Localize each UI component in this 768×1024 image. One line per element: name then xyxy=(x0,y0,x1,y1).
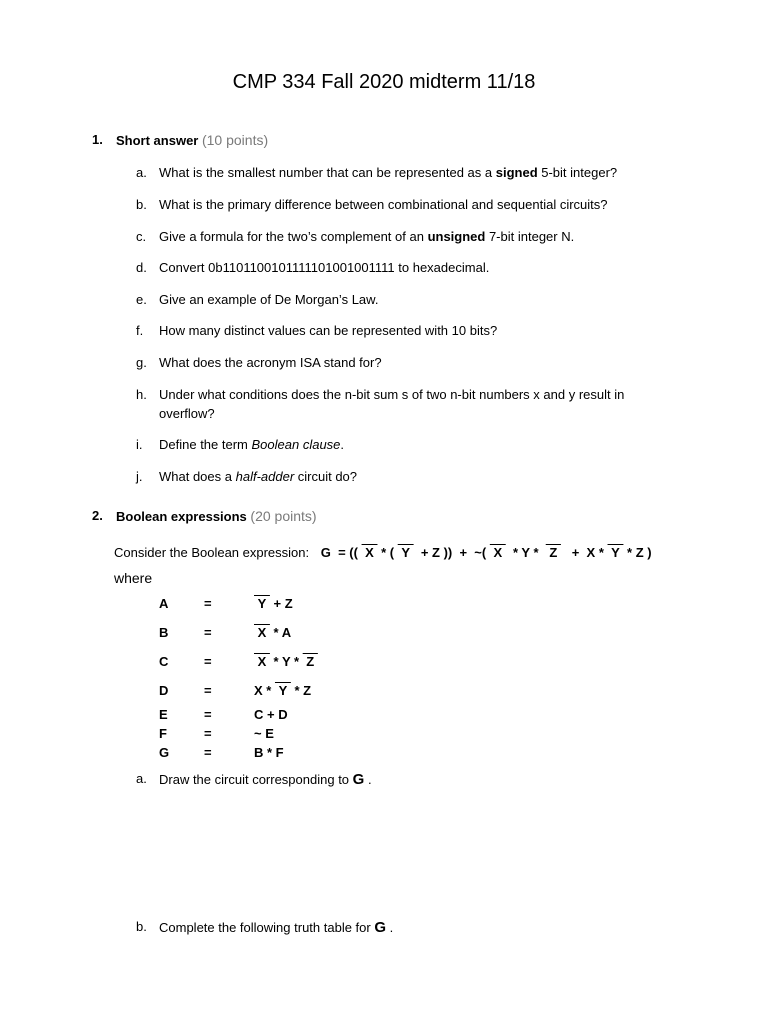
question-letter: d. xyxy=(136,260,147,275)
definition-expression: Y + Z xyxy=(254,596,293,611)
definition-name: E xyxy=(159,707,168,722)
definition-expression: ~ E xyxy=(254,726,274,741)
definition-expression: X * Y * Z xyxy=(254,654,318,669)
equals-sign: = xyxy=(204,683,212,698)
question-text: What does a xyxy=(159,469,236,484)
definition-name: F xyxy=(159,726,167,741)
question-letter: h. xyxy=(136,387,147,402)
expression-intro: Consider the Boolean expression: xyxy=(114,545,310,560)
section-points: (10 points) xyxy=(201,132,269,148)
g-symbol: G xyxy=(374,919,387,936)
g-symbol: G xyxy=(352,771,365,788)
question-text: Under what conditions does the n-bit sum s of two n-bit numbers x and y result in xyxy=(159,387,625,402)
question-text: How many distinct values can be represented with 10 bits? xyxy=(159,323,498,338)
definition-expression: B * F xyxy=(254,745,284,760)
question-emphasis: unsigned xyxy=(427,229,486,244)
definition-expression: C + D xyxy=(254,707,288,722)
equals-sign: = xyxy=(204,596,212,611)
section-points: (20 points) xyxy=(250,508,317,524)
question-text: . xyxy=(340,437,345,452)
part-letter: b. xyxy=(136,919,147,934)
question-letter: j. xyxy=(136,469,143,484)
section-title: Short answer xyxy=(116,133,199,148)
equals-sign: = xyxy=(204,707,212,722)
definition-name: C xyxy=(159,654,169,669)
section-number: 1. xyxy=(92,132,103,147)
question-text: Give an example of De Morgan’s Law. xyxy=(159,292,379,307)
equals-sign: = xyxy=(204,654,212,669)
boolean-expression-line xyxy=(114,545,652,560)
question-text: 5-bit integer? xyxy=(537,165,618,180)
question-letter: a. xyxy=(136,165,147,180)
part-text: . xyxy=(364,772,372,787)
question-text: Define the term xyxy=(159,437,252,452)
equals-sign: = xyxy=(204,625,212,640)
definition-name: D xyxy=(159,683,169,698)
question-letter: i. xyxy=(136,437,143,452)
question-letter: f. xyxy=(136,323,144,338)
part-text: Complete the following truth table for xyxy=(159,920,375,935)
page-title: CMP 334 Fall 2020 midterm 11/18 xyxy=(232,71,536,93)
question-letter: c. xyxy=(136,229,147,244)
definition-name: A xyxy=(159,596,169,611)
equals-sign: = xyxy=(204,726,212,741)
question-term: Boolean clause xyxy=(251,437,341,452)
definition-name: B xyxy=(159,625,169,640)
definition-name: G xyxy=(159,745,170,760)
expression-g: G = (( X * ( Y + Z )) + ~( X * Y * Z + X * Y * Z ) xyxy=(320,545,652,560)
definition-expression: X * A xyxy=(254,625,292,640)
question-text-continued: overflow? xyxy=(159,406,215,421)
definition-expression: X * Y * Z xyxy=(254,683,312,698)
part-text: Draw the circuit corresponding to xyxy=(159,772,353,787)
question-text: Give a formula for the two’s complement of an xyxy=(159,229,428,244)
part-text: . xyxy=(386,920,394,935)
question-text: circuit do? xyxy=(294,469,358,484)
question-emphasis: signed xyxy=(495,165,538,180)
question-text: What does the acronym ISA stand for? xyxy=(159,355,382,370)
section-number: 2. xyxy=(92,508,103,523)
question-text: 7-bit integer N. xyxy=(485,229,575,244)
question-letter: b. xyxy=(136,197,147,212)
equals-sign: = xyxy=(204,745,212,760)
part-letter: a. xyxy=(136,771,147,786)
where-label: where xyxy=(114,570,153,586)
question-term: half-adder xyxy=(235,469,295,484)
section-title: Boolean expressions xyxy=(116,509,247,524)
question-letter: e. xyxy=(136,292,147,307)
section-1-heading xyxy=(92,132,492,150)
question-text: What is the primary difference between combinational and sequential circuits? xyxy=(159,197,608,212)
question-letter: g. xyxy=(136,355,147,370)
question-text: Convert 0b1101100101111101001001111 to hexadecimal. xyxy=(159,260,490,275)
section-2-heading xyxy=(92,508,492,526)
question-text: What is the smallest number that can be represented as a xyxy=(159,165,496,180)
